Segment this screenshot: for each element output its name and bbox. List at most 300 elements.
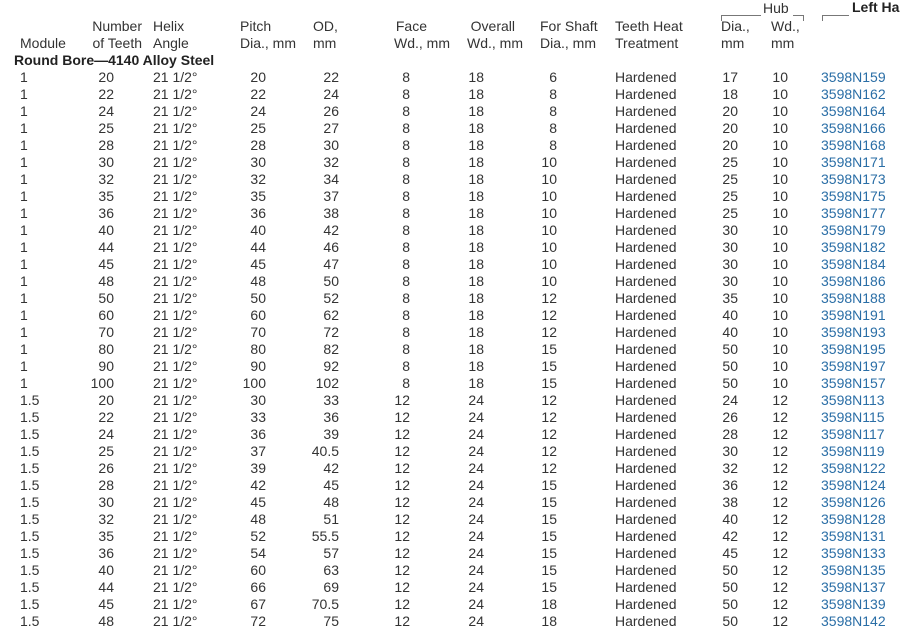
cell-od: 51: [323, 511, 339, 527]
cell-hub-wd: 10: [772, 69, 788, 85]
cell-hub-wd: 12: [772, 545, 788, 561]
header-heat-line1: Teeth Heat: [615, 18, 683, 34]
cell-helix: 21 1/2°: [153, 103, 198, 119]
table-row: [0, 103, 905, 120]
cell-pitch: 70: [250, 324, 266, 340]
cell-hub-dia: 24: [722, 392, 738, 408]
table-row: [0, 477, 905, 494]
cell-teeth: 24: [98, 103, 114, 119]
cell-heat: Hardened: [615, 579, 677, 595]
cell-shaft: 12: [541, 460, 557, 476]
cell-hub-wd: 10: [772, 137, 788, 153]
cell-overall: 24: [468, 528, 484, 544]
cell-shaft: 6: [549, 69, 557, 85]
cell-face: 8: [402, 307, 410, 323]
cell-heat: Hardened: [615, 341, 677, 357]
cell-heat: Hardened: [615, 307, 677, 323]
cell-face: 12: [394, 426, 410, 442]
cell-hub-wd: 12: [772, 460, 788, 476]
cell-helix: 21 1/2°: [153, 137, 198, 153]
table-row: [0, 273, 905, 290]
cell-teeth: 80: [98, 341, 114, 357]
cell-teeth: 28: [98, 137, 114, 153]
cell-helix: 21 1/2°: [153, 375, 198, 391]
part-number-link[interactable]: 3598N182: [821, 239, 886, 255]
part-number-link[interactable]: 3598N184: [821, 256, 886, 272]
cell-od: 52: [323, 290, 339, 306]
cell-heat: Hardened: [615, 273, 677, 289]
cell-face: 8: [402, 154, 410, 170]
cell-shaft: 10: [541, 171, 557, 187]
cell-od: 62: [323, 307, 339, 323]
cell-pitch: 72: [250, 613, 266, 629]
cell-hub-dia: 28: [722, 426, 738, 442]
cell-face: 8: [402, 239, 410, 255]
cell-hub-wd: 12: [772, 511, 788, 527]
cell-pitch: 80: [250, 341, 266, 357]
part-number-link[interactable]: 3598N133: [821, 545, 886, 561]
hub-bracket-left: [721, 15, 761, 16]
cell-overall: 18: [468, 205, 484, 221]
cell-hub-dia: 30: [722, 239, 738, 255]
hub-tick-right: [803, 15, 804, 21]
cell-pitch: 60: [250, 307, 266, 323]
table-row: [0, 341, 905, 358]
cell-helix: 21 1/2°: [153, 69, 198, 85]
cell-face: 12: [394, 596, 410, 612]
part-number-link[interactable]: 3598N157: [821, 375, 886, 391]
header-pitch-line2: Dia., mm: [240, 35, 296, 51]
cell-overall: 24: [468, 613, 484, 629]
cell-helix: 21 1/2°: [153, 579, 198, 595]
part-number-link[interactable]: 3598N128: [821, 511, 886, 527]
cell-hub-dia: 17: [722, 69, 738, 85]
cell-overall: 24: [468, 545, 484, 561]
cell-hub-dia: 50: [722, 375, 738, 391]
cell-face: 12: [394, 562, 410, 578]
cell-heat: Hardened: [615, 256, 677, 272]
cell-od: 24: [323, 86, 339, 102]
header-od-line1: OD,: [313, 18, 338, 34]
cell-helix: 21 1/2°: [153, 426, 198, 442]
cell-overall: 18: [468, 222, 484, 238]
cell-od: 70.5: [311, 596, 339, 612]
cell-shaft: 12: [541, 443, 557, 459]
cell-teeth: 45: [98, 596, 114, 612]
header-module: Module: [20, 35, 66, 51]
cell-face: 12: [394, 545, 410, 561]
cell-module: 1.5: [20, 579, 40, 595]
cell-shaft: 8: [549, 86, 557, 102]
part-number-link[interactable]: 3598N168: [821, 137, 886, 153]
cell-pitch: 100: [242, 375, 266, 391]
cell-heat: Hardened: [615, 562, 677, 578]
part-number-link[interactable]: 3598N164: [821, 103, 886, 119]
part-number-link[interactable]: 3598N113: [821, 392, 885, 408]
cell-heat: Hardened: [615, 443, 677, 459]
cell-module: 1: [20, 290, 28, 306]
cell-od: 75: [323, 613, 339, 629]
cell-module: 1.5: [20, 528, 40, 544]
cell-helix: 21 1/2°: [153, 562, 198, 578]
header-heat-line2: Treatment: [615, 35, 679, 51]
cell-heat: Hardened: [615, 171, 677, 187]
cell-teeth: 30: [98, 494, 114, 510]
part-number-link[interactable]: 3598N122: [821, 460, 886, 476]
table-row: [0, 460, 905, 477]
table-row: [0, 205, 905, 222]
table-row: [0, 239, 905, 256]
header-hub-wd-line1: Wd.,: [771, 18, 800, 34]
cell-module: 1: [20, 239, 28, 255]
cell-pitch: 36: [250, 426, 266, 442]
cell-overall: 24: [468, 392, 484, 408]
cell-face: 8: [402, 69, 410, 85]
cell-heat: Hardened: [615, 137, 677, 153]
header-teeth-line1: Number: [92, 18, 142, 34]
cell-face: 8: [402, 341, 410, 357]
cell-shaft: 15: [541, 477, 557, 493]
part-number-link[interactable]: 3598N139: [821, 596, 886, 612]
cell-helix: 21 1/2°: [153, 477, 198, 493]
table-row: [0, 426, 905, 443]
cell-od: 50: [323, 273, 339, 289]
cell-shaft: 10: [541, 273, 557, 289]
cell-shaft: 15: [541, 375, 557, 391]
cell-helix: 21 1/2°: [153, 409, 198, 425]
cell-helix: 21 1/2°: [153, 239, 198, 255]
left-hand-bracket: [822, 15, 849, 16]
cell-hub-wd: 10: [772, 188, 788, 204]
part-number-link[interactable]: 3598N119: [821, 443, 885, 459]
table-row: [0, 120, 905, 137]
cell-heat: Hardened: [615, 375, 677, 391]
cell-hub-wd: 10: [772, 86, 788, 102]
cell-od: 57: [323, 545, 339, 561]
cell-helix: 21 1/2°: [153, 545, 198, 561]
cell-teeth: 22: [98, 86, 114, 102]
cell-face: 8: [402, 171, 410, 187]
cell-heat: Hardened: [615, 239, 677, 255]
cell-heat: Hardened: [615, 494, 677, 510]
part-number-link[interactable]: 3598N126: [821, 494, 886, 510]
cell-heat: Hardened: [615, 358, 677, 374]
cell-heat: Hardened: [615, 392, 677, 408]
cell-face: 12: [394, 409, 410, 425]
cell-module: 1.5: [20, 477, 40, 493]
part-number-link[interactable]: 3598N197: [821, 358, 886, 374]
header-left-hand: Left Ha: [852, 0, 900, 15]
cell-heat: Hardened: [615, 103, 677, 119]
cell-od: 82: [323, 341, 339, 357]
cell-hub-dia: 20: [722, 137, 738, 153]
cell-overall: 24: [468, 477, 484, 493]
cell-heat: Hardened: [615, 154, 677, 170]
cell-helix: 21 1/2°: [153, 307, 198, 323]
cell-teeth: 20: [98, 69, 114, 85]
part-number-link[interactable]: 3598N175: [821, 188, 886, 204]
cell-teeth: 22: [98, 409, 114, 425]
cell-overall: 18: [468, 324, 484, 340]
part-number-link[interactable]: 3598N137: [821, 579, 886, 595]
cell-teeth: 36: [98, 545, 114, 561]
cell-teeth: 20: [98, 392, 114, 408]
cell-teeth: 60: [98, 307, 114, 323]
cell-pitch: 66: [250, 579, 266, 595]
cell-helix: 21 1/2°: [153, 222, 198, 238]
table-row: [0, 409, 905, 426]
part-number-link[interactable]: 3598N195: [821, 341, 886, 357]
cell-teeth: 48: [98, 613, 114, 629]
cell-shaft: 10: [541, 205, 557, 221]
cell-face: 8: [402, 324, 410, 340]
cell-shaft: 15: [541, 562, 557, 578]
cell-heat: Hardened: [615, 596, 677, 612]
cell-overall: 18: [468, 171, 484, 187]
cell-hub-wd: 10: [772, 324, 788, 340]
cell-pitch: 48: [250, 511, 266, 527]
cell-helix: 21 1/2°: [153, 154, 198, 170]
cell-overall: 24: [468, 443, 484, 459]
cell-hub-dia: 50: [722, 341, 738, 357]
cell-hub-dia: 25: [722, 205, 738, 221]
cell-pitch: 24: [250, 103, 266, 119]
header-helix-line2: Angle: [153, 35, 189, 51]
cell-module: 1.5: [20, 460, 40, 476]
cell-od: 63: [323, 562, 339, 578]
cell-hub-dia: 32: [722, 460, 738, 476]
cell-teeth: 30: [98, 154, 114, 170]
cell-overall: 18: [468, 154, 484, 170]
cell-hub-wd: 12: [772, 562, 788, 578]
part-number-link[interactable]: 3598N142: [821, 613, 886, 629]
part-number-link[interactable]: 3598N159: [821, 69, 886, 85]
header-teeth-line2: of Teeth: [92, 35, 142, 51]
cell-module: 1.5: [20, 443, 40, 459]
cell-hub-wd: 12: [772, 443, 788, 459]
cell-module: 1: [20, 137, 28, 153]
part-number-link[interactable]: 3598N171: [821, 154, 886, 170]
part-number-link[interactable]: 3598N124: [821, 477, 886, 493]
cell-teeth: 45: [98, 256, 114, 272]
cell-shaft: 10: [541, 154, 557, 170]
cell-hub-wd: 12: [772, 409, 788, 425]
cell-face: 8: [402, 137, 410, 153]
cell-face: 12: [394, 392, 410, 408]
cell-teeth: 32: [98, 171, 114, 187]
cell-hub-dia: 50: [722, 358, 738, 374]
header-hub: Hub: [763, 0, 789, 16]
cell-teeth: 40: [98, 222, 114, 238]
part-number-link[interactable]: 3598N162: [821, 86, 886, 102]
part-number-link[interactable]: 3598N166: [821, 120, 886, 136]
cell-heat: Hardened: [615, 409, 677, 425]
cell-pitch: 44: [250, 239, 266, 255]
cell-hub-dia: 30: [722, 443, 738, 459]
cell-hub-dia: 45: [722, 545, 738, 561]
cell-hub-dia: 36: [722, 477, 738, 493]
cell-helix: 21 1/2°: [153, 613, 198, 629]
cell-face: 12: [394, 579, 410, 595]
cell-hub-wd: 10: [772, 307, 788, 323]
cell-hub-wd: 10: [772, 171, 788, 187]
cell-face: 8: [402, 120, 410, 136]
cell-pitch: 32: [250, 171, 266, 187]
cell-pitch: 36: [250, 205, 266, 221]
cell-hub-wd: 10: [772, 341, 788, 357]
table-row: [0, 171, 905, 188]
header-overall-line2: Wd., mm: [467, 35, 523, 51]
cell-helix: 21 1/2°: [153, 273, 198, 289]
cell-module: 1.5: [20, 596, 40, 612]
cell-od: 33: [323, 392, 339, 408]
table-row: [0, 528, 905, 545]
part-number-link[interactable]: 3598N179: [821, 222, 886, 238]
cell-face: 12: [394, 443, 410, 459]
part-number-link[interactable]: 3598N135: [821, 562, 886, 578]
table-row: [0, 137, 905, 154]
cell-pitch: 40: [250, 222, 266, 238]
cell-heat: Hardened: [615, 188, 677, 204]
cell-hub-dia: 25: [722, 171, 738, 187]
cell-module: 1.5: [20, 545, 40, 561]
cell-pitch: 42: [250, 477, 266, 493]
cell-shaft: 15: [541, 341, 557, 357]
table-row: [0, 86, 905, 103]
cell-hub-dia: 40: [722, 324, 738, 340]
cell-face: 8: [402, 103, 410, 119]
cell-heat: Hardened: [615, 86, 677, 102]
cell-overall: 18: [468, 188, 484, 204]
cell-overall: 24: [468, 562, 484, 578]
cell-shaft: 12: [541, 409, 557, 425]
cell-heat: Hardened: [615, 613, 677, 629]
table-row: [0, 222, 905, 239]
cell-face: 8: [402, 188, 410, 204]
cell-hub-dia: 20: [722, 103, 738, 119]
cell-module: 1: [20, 120, 28, 136]
cell-shaft: 12: [541, 426, 557, 442]
cell-pitch: 48: [250, 273, 266, 289]
part-number-link[interactable]: 3598N117: [821, 426, 885, 442]
cell-heat: Hardened: [615, 477, 677, 493]
cell-pitch: 37: [250, 443, 266, 459]
cell-face: 12: [394, 511, 410, 527]
part-number-link[interactable]: 3598N173: [821, 171, 886, 187]
cell-teeth: 44: [98, 579, 114, 595]
part-number-link[interactable]: 3598N186: [821, 273, 886, 289]
table-row: [0, 392, 905, 409]
cell-hub-dia: 30: [722, 222, 738, 238]
header-pitch-line1: Pitch: [240, 18, 272, 34]
cell-teeth: 32: [98, 511, 114, 527]
part-number-link[interactable]: 3598N193: [821, 324, 886, 340]
cell-hub-wd: 10: [772, 273, 788, 289]
cell-shaft: 8: [549, 103, 557, 119]
cell-module: 1.5: [20, 613, 40, 629]
cell-od: 102: [315, 375, 339, 391]
cell-hub-wd: 10: [772, 375, 788, 391]
cell-hub-dia: 42: [722, 528, 738, 544]
cell-hub-wd: 10: [772, 205, 788, 221]
left-hand-tick: [822, 15, 823, 21]
cell-od: 47: [323, 256, 339, 272]
table-row: [0, 494, 905, 511]
cell-pitch: 28: [250, 137, 266, 153]
cell-module: 1: [20, 69, 28, 85]
cell-pitch: 33: [250, 409, 266, 425]
cell-helix: 21 1/2°: [153, 290, 198, 306]
part-number-link[interactable]: 3598N177: [821, 205, 886, 221]
cell-helix: 21 1/2°: [153, 120, 198, 136]
cell-hub-dia: 50: [722, 562, 738, 578]
cell-helix: 21 1/2°: [153, 494, 198, 510]
cell-teeth: 28: [98, 477, 114, 493]
cell-module: 1: [20, 171, 28, 187]
cell-overall: 18: [468, 86, 484, 102]
cell-overall: 18: [468, 103, 484, 119]
part-number-link[interactable]: 3598N131: [821, 528, 886, 544]
cell-face: 12: [394, 494, 410, 510]
header-helix-line1: Helix: [153, 18, 185, 34]
cell-teeth: 35: [98, 528, 114, 544]
header-face-line2: Wd., mm: [394, 35, 450, 51]
cell-hub-dia: 30: [722, 273, 738, 289]
cell-helix: 21 1/2°: [153, 460, 198, 476]
cell-heat: Hardened: [615, 511, 677, 527]
cell-hub-dia: 50: [722, 579, 738, 595]
cell-helix: 21 1/2°: [153, 341, 198, 357]
cell-heat: Hardened: [615, 290, 677, 306]
cell-hub-dia: 30: [722, 256, 738, 272]
table-row: [0, 69, 905, 86]
cell-pitch: 39: [250, 460, 266, 476]
cell-module: 1: [20, 222, 28, 238]
cell-heat: Hardened: [615, 545, 677, 561]
cell-hub-dia: 25: [722, 188, 738, 204]
cell-shaft: 10: [541, 256, 557, 272]
cell-module: 1: [20, 324, 28, 340]
table-row: [0, 562, 905, 579]
part-number-link[interactable]: 3598N191: [821, 307, 886, 323]
cell-od: 42: [323, 460, 339, 476]
cell-module: 1: [20, 86, 28, 102]
cell-od: 55.5: [311, 528, 339, 544]
cell-hub-wd: 12: [772, 613, 788, 629]
cell-od: 46: [323, 239, 339, 255]
cell-module: 1.5: [20, 562, 40, 578]
cell-face: 8: [402, 222, 410, 238]
cell-module: 1: [20, 358, 28, 374]
table-row: [0, 324, 905, 341]
cell-overall: 24: [468, 579, 484, 595]
cell-heat: Hardened: [615, 205, 677, 221]
part-number-link[interactable]: 3598N115: [821, 409, 885, 425]
cell-teeth: 40: [98, 562, 114, 578]
cell-od: 27: [323, 120, 339, 136]
cell-helix: 21 1/2°: [153, 596, 198, 612]
cell-overall: 18: [468, 375, 484, 391]
cell-hub-wd: 10: [772, 290, 788, 306]
cell-heat: Hardened: [615, 120, 677, 136]
part-number-link[interactable]: 3598N188: [821, 290, 886, 306]
cell-face: 8: [402, 205, 410, 221]
cell-helix: 21 1/2°: [153, 511, 198, 527]
cell-teeth: 24: [98, 426, 114, 442]
cell-teeth: 70: [98, 324, 114, 340]
cell-shaft: 12: [541, 290, 557, 306]
cell-teeth: 50: [98, 290, 114, 306]
